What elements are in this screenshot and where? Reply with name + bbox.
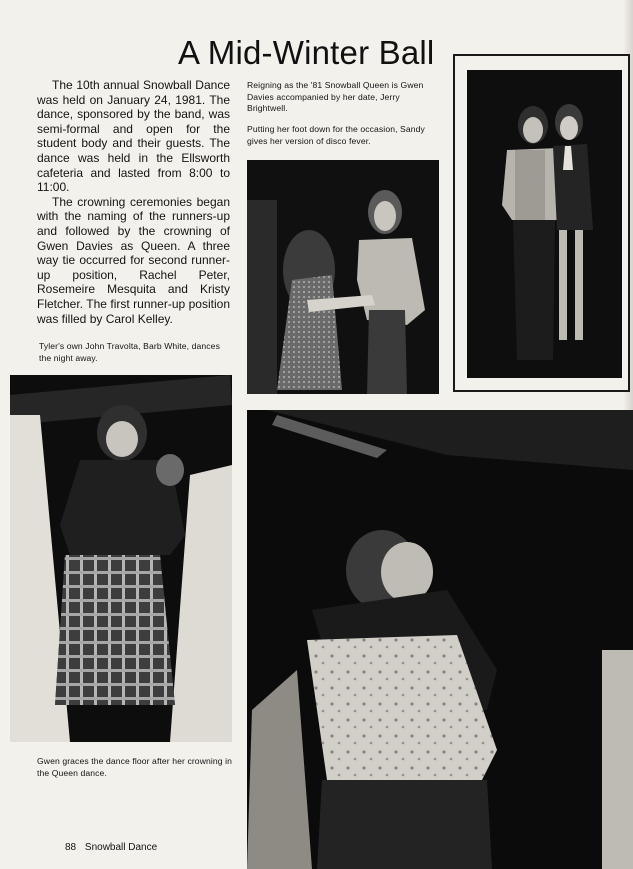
photo-barb-white-dancing (10, 375, 232, 742)
caption-travolta: Tyler's own John Travolta, Barb White, dances the night away. (39, 341, 220, 363)
page-number: 88 (65, 842, 77, 853)
article-paragraph-2: The crowning ceremonies began with the naming of the runners-up and followed by the crowning of Gwen Davies as Queen. A three way tie occurred for second runner-up position, Rachel Peter, Rosemeire Mesquita and Kristy Fletcher. The first runner-up position was filled by Carol Kelley. (37, 194, 230, 326)
caption-sandy: Putting her foot down for the occasion, Sandy gives her version of disco fever. (247, 124, 425, 146)
page-footer (65, 842, 157, 853)
photo-sandy-dancing (247, 160, 439, 394)
photo-queen-and-date (467, 70, 622, 378)
article-body (37, 78, 230, 326)
page-title: A Mid-Winter Ball (178, 34, 435, 71)
caption-gwen: Gwen graces the dance floor after her crowning in the Queen dance. (37, 756, 233, 778)
caption-queen: Reigning as the '81 Snowball Queen is Gwen Davies accompanied by her date, Jerry Brightwell. (247, 80, 424, 114)
section-name: Snowball Dance (84, 842, 158, 853)
photo-gwen-queen-dance (247, 410, 633, 869)
article-paragraph-1: The 10th annual Snowball Dance was held on January 24, 1981. The dance, sponsored by the band, was semi-formal and open for the student body and their guests. The dance was held in the Ellsworth cafeteria and lasted from 8:00 to 11:00. (37, 78, 230, 195)
